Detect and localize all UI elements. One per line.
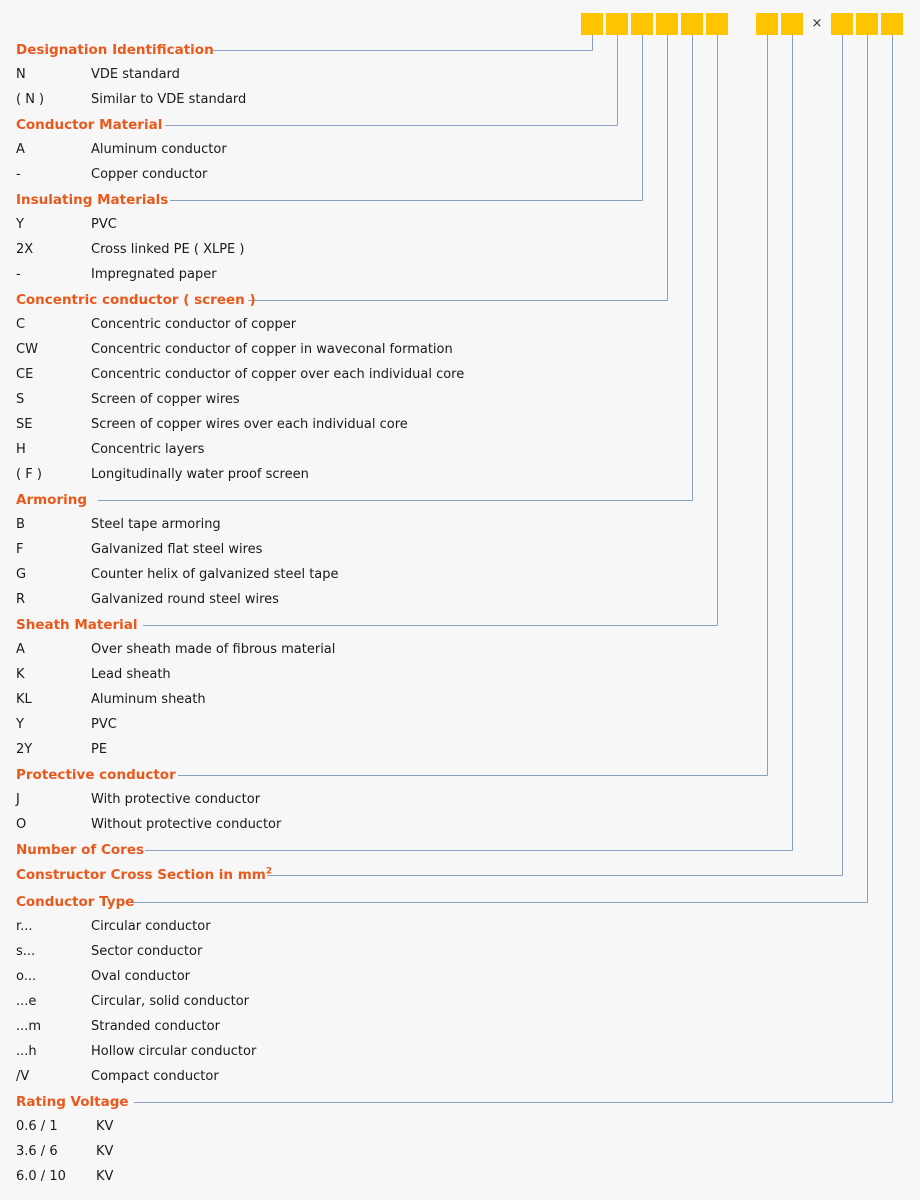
row-description: Hollow circular conductor [91, 1044, 257, 1059]
section-heading [16, 1093, 129, 1111]
row-description: Compact conductor [91, 1069, 219, 1084]
code-box-11 [881, 13, 903, 35]
section-heading [16, 866, 272, 884]
row-description: Galvanized round steel wires [91, 592, 279, 607]
row-code: SE [16, 417, 33, 432]
row-description: With protective conductor [91, 792, 261, 807]
row-description: Counter helix of galvanized steel tape [91, 567, 339, 582]
section-heading [16, 191, 168, 209]
row-description: Screen of copper wires over each individual core [91, 417, 408, 432]
row-code: R [16, 592, 26, 607]
code-box-8 [781, 13, 803, 35]
row-description: Aluminum sheath [91, 692, 206, 707]
row-code: /V [16, 1069, 30, 1084]
row-code: 3.6 / 6 [16, 1144, 58, 1159]
row-description: Cross linked PE ( XLPE ) [91, 242, 245, 257]
row-code: G [16, 567, 27, 582]
section-heading-text: Conductor Type [16, 894, 135, 910]
section-heading-text: Protective conductor [16, 767, 176, 783]
code-box-3 [631, 13, 653, 35]
row-code: KL [16, 692, 32, 707]
code-box-2 [606, 13, 628, 35]
section-heading [16, 491, 87, 509]
row-description: Oval conductor [91, 969, 191, 984]
row-description: Longitudinally water proof screen [91, 467, 309, 482]
code-box-9 [831, 13, 853, 35]
row-code: S [16, 392, 25, 407]
section-heading-text: Sheath Material [16, 617, 138, 633]
row-description: Impregnated paper [91, 267, 217, 282]
multiplier-symbol: × [811, 16, 823, 31]
section-heading-text: Concentric conductor ( screen ) [16, 292, 256, 308]
row-code: CW [16, 342, 38, 357]
row-code: B [16, 517, 25, 532]
row-description: PVC [91, 717, 117, 732]
row-description: Without protective conductor [91, 817, 282, 832]
code-box-10 [856, 13, 878, 35]
row-description: KV [96, 1169, 114, 1184]
row-code: ( F ) [16, 467, 42, 482]
code-box-1 [581, 13, 603, 35]
row-code: F [16, 542, 24, 557]
row-code: 2X [16, 242, 34, 257]
row-description: PVC [91, 217, 117, 232]
section-heading [16, 41, 214, 59]
row-code: A [16, 642, 25, 657]
row-description: Similar to VDE standard [91, 92, 247, 107]
row-description: Stranded conductor [91, 1019, 220, 1034]
row-description: Galvanized flat steel wires [91, 542, 263, 557]
row-code: Y [16, 717, 24, 732]
row-code: 2Y [16, 742, 33, 757]
row-description: Lead sheath [91, 667, 171, 682]
row-description: Concentric conductor of copper [91, 317, 297, 332]
row-description: PE [91, 742, 108, 757]
row-code: O [16, 817, 27, 832]
row-description: Aluminum conductor [91, 142, 227, 157]
row-code: ...h [16, 1044, 37, 1059]
section-heading [16, 116, 162, 134]
row-description: Screen of copper wires [91, 392, 240, 407]
row-description: Concentric layers [91, 442, 205, 457]
section-heading-text: Rating Voltage [16, 1094, 129, 1110]
row-code: Y [16, 217, 24, 232]
row-description: KV [96, 1144, 114, 1159]
row-description: KV [96, 1119, 114, 1134]
section-heading-text: Constructor Cross Section in mm [16, 867, 266, 883]
code-box-4 [656, 13, 678, 35]
row-description: Concentric conductor of copper over each individual core [91, 367, 465, 382]
section-heading [16, 766, 176, 784]
section-heading-text: Number of Cores [16, 842, 145, 858]
row-description: VDE standard [91, 67, 180, 82]
superscript: 2 [265, 866, 273, 877]
row-code: - [16, 267, 21, 282]
row-code: ...m [16, 1019, 42, 1034]
row-description: Sector conductor [91, 944, 203, 959]
row-description: Over sheath made of fibrous material [91, 642, 336, 657]
section-heading-text: Insulating Materials [16, 192, 169, 208]
section-heading [16, 893, 134, 911]
row-code: N [16, 67, 26, 82]
row-code: C [16, 317, 26, 332]
row-code: J [16, 792, 20, 807]
row-code: 0.6 / 1 [16, 1119, 58, 1134]
section-heading [16, 616, 138, 634]
code-box-5 [681, 13, 703, 35]
row-description: Circular conductor [91, 919, 211, 934]
row-code: CE [16, 367, 34, 382]
row-code: ...e [16, 994, 37, 1009]
row-code: o... [16, 969, 37, 984]
row-code: H [16, 442, 26, 457]
row-code: 6.0 / 10 [16, 1169, 66, 1184]
row-code: K [16, 667, 25, 682]
section-heading [16, 841, 144, 859]
row-code: A [16, 142, 25, 157]
row-code: r... [16, 919, 33, 934]
row-code: ( N ) [16, 92, 45, 107]
row-code: - [16, 167, 21, 182]
code-box-7 [756, 13, 778, 35]
section-heading-text: Conductor Material [16, 117, 163, 133]
section-heading-text: Armoring [16, 492, 88, 508]
row-description: Concentric conductor of copper in waveconal formation [91, 342, 453, 357]
section-heading [16, 291, 256, 309]
code-box-6 [706, 13, 728, 35]
row-description: Steel tape armoring [91, 517, 221, 532]
section-heading-text: Designation Identification [16, 42, 214, 58]
row-code: s... [16, 944, 36, 959]
row-description: Circular, solid conductor [91, 994, 250, 1009]
row-description: Copper conductor [91, 167, 208, 182]
